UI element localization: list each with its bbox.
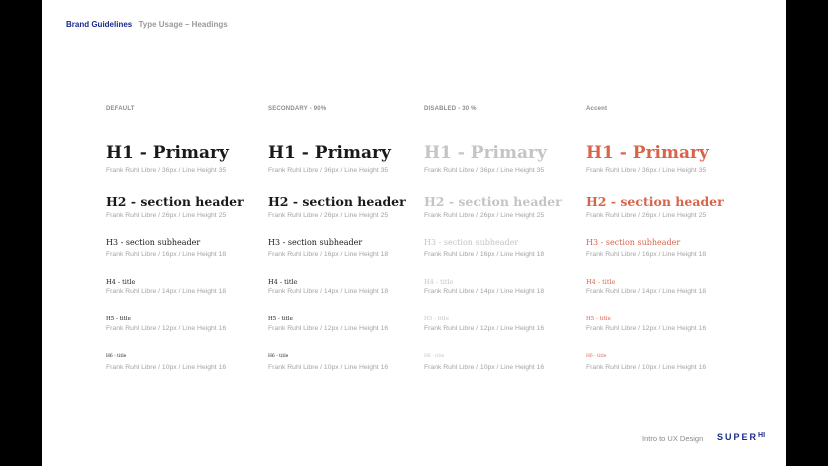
h2-sample: H2 - section header (424, 194, 562, 209)
column-label: SECONDARY - 90% (268, 106, 327, 112)
h1-sample: H1 - Primary (586, 143, 709, 163)
h3-spec: Frank Ruhl Libre / 16px / Line Height 18 (424, 251, 545, 258)
h5-spec: Frank Ruhl Libre / 12px / Line Height 16 (586, 325, 707, 332)
h5-sample: H5 - title (586, 316, 611, 322)
column-label: DEFAULT (106, 106, 135, 112)
h3-sample: H3 - section subheader (268, 238, 363, 247)
h6-sample: H6 - title (106, 354, 127, 359)
h4-sample: H4 - title (106, 278, 136, 286)
h2-spec: Frank Ruhl Libre / 26px / Line Height 25 (586, 212, 707, 219)
h2-sample: H2 - section header (106, 194, 244, 209)
h5-spec: Frank Ruhl Libre / 12px / Line Height 16 (424, 325, 545, 332)
h3-sample: H3 - section subheader (106, 238, 201, 247)
column-label: DISABLED - 30 % (424, 106, 477, 112)
h5-sample: H5 - title (424, 316, 449, 322)
h3-spec: Frank Ruhl Libre / 16px / Line Height 18 (586, 251, 707, 258)
h1-spec: Frank Ruhl Libre / 36px / Line Height 35 (106, 167, 227, 174)
h1-sample: H1 - Primary (106, 143, 229, 163)
h6-spec: Frank Ruhl Libre / 10px / Line Height 16 (268, 364, 389, 371)
h2-sample: H2 - section header (586, 194, 724, 209)
h5-spec: Frank Ruhl Libre / 12px / Line Height 16 (106, 325, 227, 332)
h4-spec: Frank Ruhl Libre / 14px / Line Height 18 (268, 288, 389, 295)
h1-sample: H1 - Primary (424, 143, 547, 163)
h3-spec: Frank Ruhl Libre / 16px / Line Height 18 (106, 251, 227, 258)
h6-sample: H6 - title (586, 354, 607, 359)
h1-spec: Frank Ruhl Libre / 36px / Line Height 35 (268, 167, 389, 174)
h4-spec: Frank Ruhl Libre / 14px / Line Height 18 (586, 288, 707, 295)
h4-spec: Frank Ruhl Libre / 14px / Line Height 18 (106, 288, 227, 295)
h4-spec: Frank Ruhl Libre / 14px / Line Height 18 (424, 288, 545, 295)
h1-spec: Frank Ruhl Libre / 36px / Line Height 35 (424, 167, 545, 174)
h6-spec: Frank Ruhl Libre / 10px / Line Height 16 (424, 364, 545, 371)
breadcrumb-section[interactable]: Brand Guidelines (66, 20, 133, 29)
h3-sample: H3 - section subheader (586, 238, 681, 247)
h4-sample: H4 - title (586, 278, 616, 286)
h4-sample: H4 - title (268, 278, 298, 286)
h1-spec: Frank Ruhl Libre / 36px / Line Height 35 (586, 167, 707, 174)
h3-sample: H3 - section subheader (424, 238, 519, 247)
column-label: Accent (586, 106, 608, 112)
h2-sample: H2 - section header (268, 194, 406, 209)
logo-mark: HI (758, 432, 766, 439)
h2-spec: Frank Ruhl Libre / 26px / Line Height 25 (268, 212, 389, 219)
h1-sample: H1 - Primary (268, 143, 391, 163)
h5-spec: Frank Ruhl Libre / 12px / Line Height 16 (268, 325, 389, 332)
breadcrumb (66, 20, 228, 29)
h2-spec: Frank Ruhl Libre / 26px / Line Height 25 (424, 212, 545, 219)
h2-spec: Frank Ruhl Libre / 26px / Line Height 25 (106, 212, 227, 219)
h5-sample: H5 - title (268, 316, 293, 322)
h6-sample: H6 - title (424, 354, 445, 359)
h5-sample: H5 - title (106, 316, 131, 322)
h4-sample: H4 - title (424, 278, 454, 286)
h6-spec: Frank Ruhl Libre / 10px / Line Height 16 (586, 364, 707, 371)
h3-spec: Frank Ruhl Libre / 16px / Line Height 18 (268, 251, 389, 258)
h6-sample: H6 - title (268, 354, 289, 359)
slide (42, 0, 786, 466)
course-title: Intro to UX Design (642, 434, 704, 443)
h6-spec: Frank Ruhl Libre / 10px / Line Height 16 (106, 364, 227, 371)
logo-text: SUPER (717, 432, 759, 442)
superhi-logo (717, 432, 765, 442)
breadcrumb-subtitle: Type Usage – Headings (138, 20, 228, 29)
